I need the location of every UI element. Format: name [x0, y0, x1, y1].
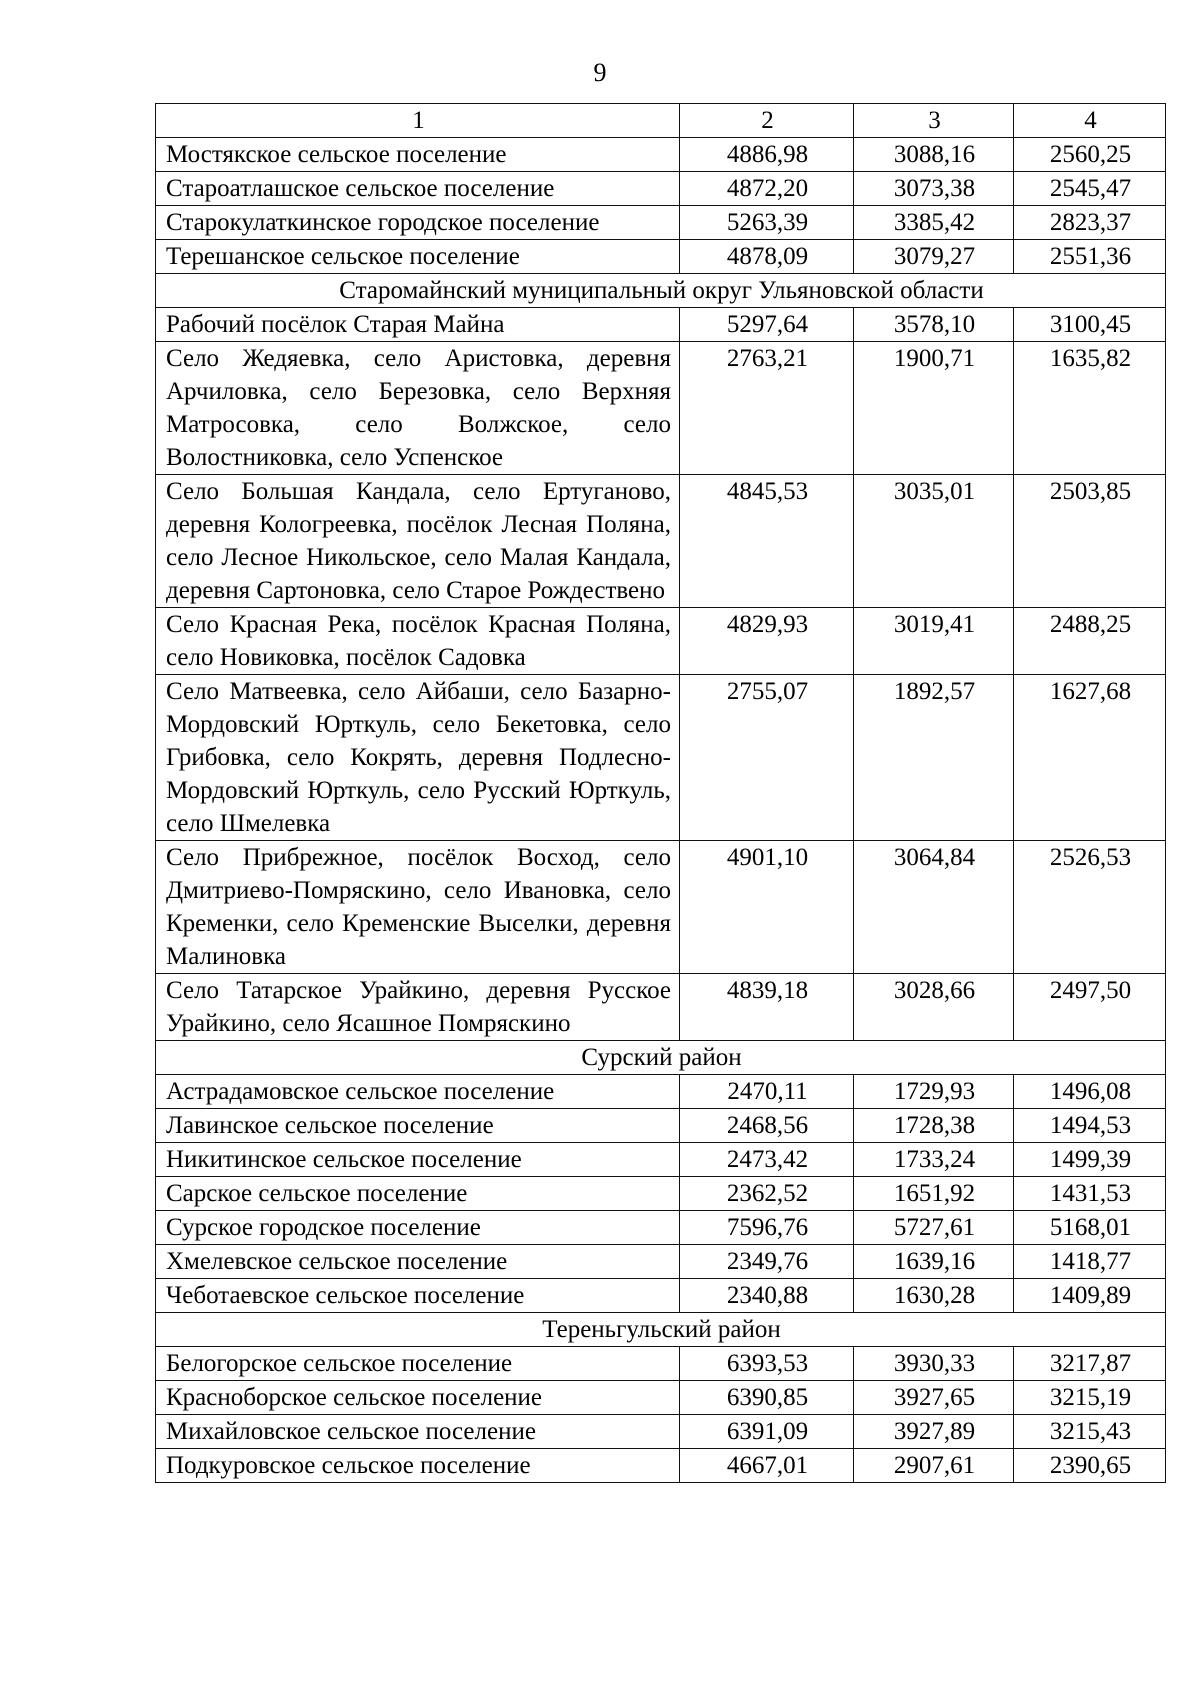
value-col-4-cell: 3215,43: [1014, 1415, 1166, 1449]
value-col-2-cell: 6393,53: [680, 1347, 854, 1381]
table-row: [156, 1177, 1166, 1211]
value-col-2-cell: 5263,39: [680, 206, 854, 240]
value-col-4-cell: 3100,45: [1014, 308, 1166, 342]
value-col-4-cell: 2560,25: [1014, 138, 1166, 172]
value-col-2-cell: 2362,52: [680, 1177, 854, 1211]
settlement-name-cell: Мостякское сельское поселение: [156, 138, 680, 172]
settlement-name-cell: Сарское сельское поселение: [156, 1177, 680, 1211]
table-row: [156, 475, 1166, 608]
value-col-3-cell: 3073,38: [854, 172, 1014, 206]
value-col-3-cell: 3019,41: [854, 608, 1014, 675]
table-row: [156, 675, 1166, 841]
value-col-3-cell: 3028,66: [854, 974, 1014, 1041]
value-col-2-cell: 4872,20: [680, 172, 854, 206]
value-col-2-cell: 5297,64: [680, 308, 854, 342]
table-row: [156, 138, 1166, 172]
value-col-3-cell: 3035,01: [854, 475, 1014, 608]
value-col-2-cell: 2470,11: [680, 1075, 854, 1109]
header-row: [156, 104, 1166, 138]
settlement-name-cell: Белогорское сельское поселение: [156, 1347, 680, 1381]
value-col-2-cell: 2468,56: [680, 1109, 854, 1143]
value-col-3-cell: 3927,89: [854, 1415, 1014, 1449]
value-col-3-cell: 1900,71: [854, 342, 1014, 475]
value-col-4-cell: 2488,25: [1014, 608, 1166, 675]
value-col-2-cell: 6390,85: [680, 1381, 854, 1415]
table-row: [156, 1211, 1166, 1245]
value-col-4-cell: 2390,65: [1014, 1449, 1166, 1483]
column-header-4: 4: [1014, 104, 1166, 138]
value-col-4-cell: 1431,53: [1014, 1177, 1166, 1211]
value-col-3-cell: 1729,93: [854, 1075, 1014, 1109]
settlement-name-cell: Лавинское сельское поселение: [156, 1109, 680, 1143]
table-row: [156, 308, 1166, 342]
settlement-name-cell: Староатлашское сельское поселение: [156, 172, 680, 206]
value-col-2-cell: 6391,09: [680, 1415, 854, 1449]
value-col-2-cell: 2763,21: [680, 342, 854, 475]
settlement-name-cell: Село Прибрежное, посёлок Восход, село Дмитриево-Помряскино, село Ивановка, село Кременки, село Кременские Выселки, деревня Малиновка: [156, 841, 680, 974]
value-col-3-cell: 3930,33: [854, 1347, 1014, 1381]
value-col-3-cell: 3064,84: [854, 841, 1014, 974]
section-title: Старомайнский муниципальный округ Ульяновской области: [156, 274, 1166, 308]
value-col-4-cell: 2497,50: [1014, 974, 1166, 1041]
section-title: Тереньгульский район: [156, 1313, 1166, 1347]
value-col-4-cell: 1499,39: [1014, 1143, 1166, 1177]
value-col-4-cell: 1627,68: [1014, 675, 1166, 841]
value-col-4-cell: 5168,01: [1014, 1211, 1166, 1245]
value-col-2-cell: 4829,93: [680, 608, 854, 675]
value-col-4-cell: 1494,53: [1014, 1109, 1166, 1143]
value-col-3-cell: 1733,24: [854, 1143, 1014, 1177]
value-col-4-cell: 2551,36: [1014, 240, 1166, 274]
table-body: [156, 138, 1166, 1483]
settlement-name-cell: Красноборское сельское поселение: [156, 1381, 680, 1415]
settlement-name-cell: Астрадамовское сельское поселение: [156, 1075, 680, 1109]
table-row: [156, 608, 1166, 675]
table-row: [156, 1075, 1166, 1109]
value-col-3-cell: 3088,16: [854, 138, 1014, 172]
value-col-4-cell: 2503,85: [1014, 475, 1166, 608]
settlement-name-cell: Сурское городское поселение: [156, 1211, 680, 1245]
column-header-1: 1: [156, 104, 680, 138]
settlement-name-cell: Подкуровское сельское поселение: [156, 1449, 680, 1483]
tariff-table: [155, 103, 1166, 1483]
value-col-4-cell: 1409,89: [1014, 1279, 1166, 1313]
settlement-name-cell: Терешанское сельское поселение: [156, 240, 680, 274]
settlement-name-cell: Село Матвеевка, село Айбаши, село Базарно-Мордовский Юрткуль, село Бекетовка, село Грибовка, село Кокрять, деревня Подлесно-Мордовский Юрткуль, село Русский Юрткуль, село Шмелевка: [156, 675, 680, 841]
settlement-name-cell: Старокулаткинское городское поселение: [156, 206, 680, 240]
value-col-4-cell: 1635,82: [1014, 342, 1166, 475]
table-row: [156, 1449, 1166, 1483]
section-row: [156, 274, 1166, 308]
value-col-4-cell: 2545,47: [1014, 172, 1166, 206]
value-col-2-cell: 4839,18: [680, 974, 854, 1041]
value-col-3-cell: 1728,38: [854, 1109, 1014, 1143]
value-col-3-cell: 3578,10: [854, 308, 1014, 342]
value-col-3-cell: 3927,65: [854, 1381, 1014, 1415]
section-title: Сурский район: [156, 1041, 1166, 1075]
table-row: [156, 1347, 1166, 1381]
value-col-3-cell: 3385,42: [854, 206, 1014, 240]
table-row: [156, 206, 1166, 240]
settlement-name-cell: Село Жедяевка, село Аристовка, деревня Арчиловка, село Березовка, село Верхняя Матросовка, село Волжское, село Волостниковка, село Успенское: [156, 342, 680, 475]
table-row: [156, 342, 1166, 475]
settlement-name-cell: Хмелевское сельское поселение: [156, 1245, 680, 1279]
settlement-name-cell: Село Большая Кандала, село Ертуганово, деревня Кологреевка, посёлок Лесная Поляна, село Лесное Никольское, село Малая Кандала, деревня Сартоновка, село Старое Рождествено: [156, 475, 680, 608]
settlement-name-cell: Чеботаевское сельское поселение: [156, 1279, 680, 1313]
table-row: [156, 974, 1166, 1041]
table-row: [156, 1415, 1166, 1449]
value-col-2-cell: 7596,76: [680, 1211, 854, 1245]
value-col-2-cell: 4886,98: [680, 138, 854, 172]
value-col-2-cell: 2473,42: [680, 1143, 854, 1177]
value-col-4-cell: 3215,19: [1014, 1381, 1166, 1415]
settlement-name-cell: Никитинское сельское поселение: [156, 1143, 680, 1177]
settlement-name-cell: Рабочий посёлок Старая Майна: [156, 308, 680, 342]
table-row: [156, 1245, 1166, 1279]
section-row: [156, 1313, 1166, 1347]
settlement-name-cell: Михайловское сельское поселение: [156, 1415, 680, 1449]
table-header: [156, 104, 1166, 138]
value-col-4-cell: 2526,53: [1014, 841, 1166, 974]
value-col-2-cell: 2755,07: [680, 675, 854, 841]
table-row: [156, 172, 1166, 206]
page-number: 9: [593, 58, 607, 87]
value-col-3-cell: 1639,16: [854, 1245, 1014, 1279]
value-col-3-cell: 1630,28: [854, 1279, 1014, 1313]
value-col-2-cell: 2349,76: [680, 1245, 854, 1279]
value-col-3-cell: 3079,27: [854, 240, 1014, 274]
value-col-4-cell: 1418,77: [1014, 1245, 1166, 1279]
value-col-2-cell: 4667,01: [680, 1449, 854, 1483]
value-col-2-cell: 2340,88: [680, 1279, 854, 1313]
value-col-3-cell: 1651,92: [854, 1177, 1014, 1211]
table-row: [156, 240, 1166, 274]
table-row: [156, 1279, 1166, 1313]
value-col-2-cell: 4901,10: [680, 841, 854, 974]
value-col-3-cell: 2907,61: [854, 1449, 1014, 1483]
value-col-4-cell: 1496,08: [1014, 1075, 1166, 1109]
settlement-name-cell: Село Татарское Урайкино, деревня Русское Урайкино, село Ясашное Помряскино: [156, 974, 680, 1041]
value-col-3-cell: 1892,57: [854, 675, 1014, 841]
settlement-name-cell: Село Красная Река, посёлок Красная Поляна, село Новиковка, посёлок Садовка: [156, 608, 680, 675]
column-header-2: 2: [680, 104, 854, 138]
table-row: [156, 1381, 1166, 1415]
table-row: [156, 1109, 1166, 1143]
value-col-2-cell: 4845,53: [680, 475, 854, 608]
section-row: [156, 1041, 1166, 1075]
value-col-3-cell: 5727,61: [854, 1211, 1014, 1245]
table-row: [156, 1143, 1166, 1177]
column-header-3: 3: [854, 104, 1014, 138]
table-row: [156, 841, 1166, 974]
value-col-4-cell: 2823,37: [1014, 206, 1166, 240]
value-col-2-cell: 4878,09: [680, 240, 854, 274]
value-col-4-cell: 3217,87: [1014, 1347, 1166, 1381]
